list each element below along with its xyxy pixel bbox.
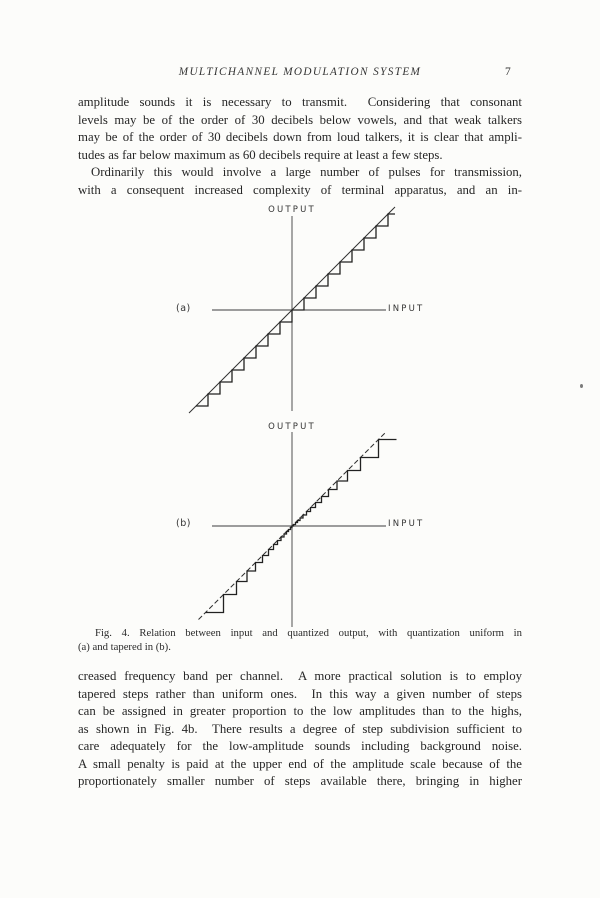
- figure-caption: [78, 627, 522, 654]
- fig-b-input-axis-label: INPUT: [388, 519, 425, 529]
- paragraph-bottom: [78, 668, 522, 791]
- text-line: may be of the order of 30 decibels down from loud talkers, it is clear that ampli-: [78, 130, 522, 144]
- text-line: creased frequency band per channel. A more practical solution is to employ: [78, 669, 522, 683]
- paragraph-top: [78, 94, 522, 164]
- text-line: (a) and tapered in (b).: [78, 640, 171, 653]
- running-title: MULTICHANNEL MODULATION SYSTEM: [178, 66, 422, 78]
- figure-4b-tapered-quantization-plot: [165, 420, 445, 638]
- text-line: with a consequent increased complexity of terminal apparatus, and an in-: [78, 182, 522, 197]
- text-line: Ordinarily this would involve a large number of pulses for transmission,: [91, 165, 522, 179]
- page-number: 7: [505, 66, 511, 78]
- text-line: tapered steps rather than uniform ones. In this way a given number of steps: [78, 686, 522, 701]
- text-line: Fig. 4. Relation between input and quantized output, with quantization uniform in: [95, 627, 522, 639]
- text-line: care adequately for the low-amplitude sounds including background noise.: [78, 739, 522, 753]
- text-line: A small penalty is paid at the upper end of the amplitude scale because of the: [78, 756, 522, 771]
- fig-b-output-axis-label: OUTPUT: [268, 422, 316, 432]
- text-line: amplitude sounds it is necessary to transmit. Considering that consonant: [78, 95, 522, 109]
- fig-a-input-axis-label: INPUT: [388, 304, 425, 314]
- scan-artifact-speck: [580, 384, 583, 388]
- fig-a-output-axis-label: OUTPUT: [268, 205, 316, 215]
- text-line: as shown in Fig. 4b. There results a degree of step subdivision sufficient to: [78, 721, 522, 736]
- paragraph-second: [78, 164, 522, 199]
- fig-b-panel-label: (b): [176, 518, 191, 529]
- text-line: can be assigned in greater proportion to the low amplitudes than to the highs,: [78, 704, 522, 718]
- text-line: proportionately smaller number of steps available there, bringing in higher: [78, 774, 522, 788]
- fig-a-panel-label: (a): [176, 303, 191, 314]
- text-line: levels may be of the order of 30 decibels below vowels, and that weak talkers: [78, 112, 522, 127]
- text-line: tudes as far below maximum as 60 decibels require at least a few steps.: [78, 147, 443, 162]
